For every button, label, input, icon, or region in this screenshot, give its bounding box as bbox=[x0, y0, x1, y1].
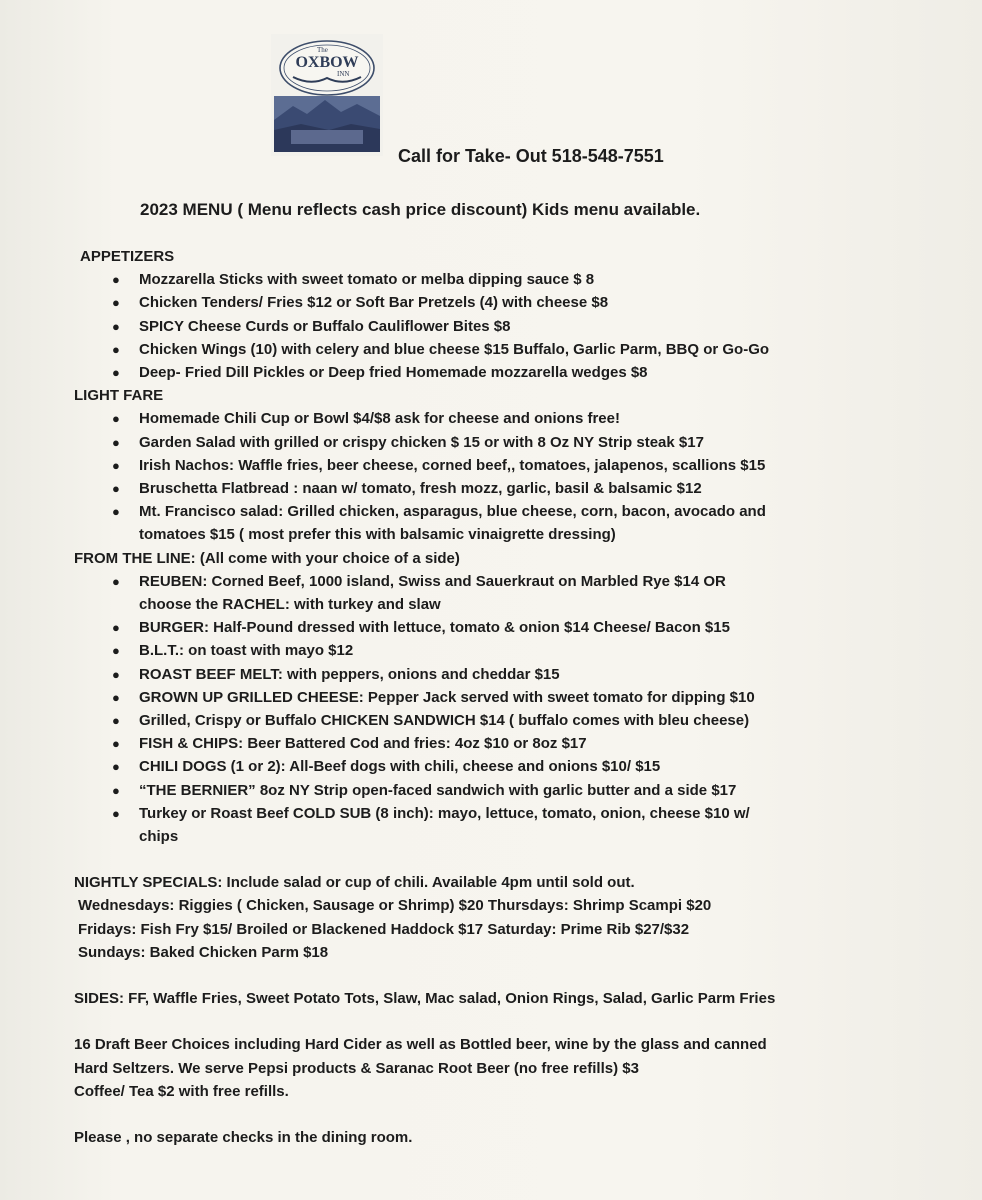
bullet-icon: ● bbox=[112, 759, 120, 775]
list-item: ● GROWN UP GRILLED CHEESE: Pepper Jack served with sweet tomato for dipping $10 bbox=[74, 686, 924, 709]
list-item: ● “THE BERNIER” 8oz NY Strip open-faced sandwich with garlic butter and a side $17 bbox=[74, 779, 924, 802]
bullet-icon: ● bbox=[112, 805, 120, 821]
bullet-icon: ● bbox=[112, 481, 120, 497]
nightly-specials-line: Sundays: Baked Chicken Parm $18 bbox=[78, 943, 329, 961]
list-item: ● Chicken Wings (10) with celery and blue cheese $15 Buffalo, Garlic Parm, BBQ or Go-Go bbox=[74, 338, 924, 361]
list-item: ● ROAST BEEF MELT: with peppers, onions and cheddar $15 bbox=[74, 663, 924, 686]
bullet-icon: ● bbox=[112, 620, 120, 636]
drinks-line: 16 Draft Beer Choices including Hard Cider as well as Bottled beer, wine by the glass and canned bbox=[74, 1036, 767, 1054]
list-item: ● BURGER: Half-Pound dressed with lettuce, tomato & onion $14 Cheese/ Bacon $15 bbox=[74, 616, 924, 639]
bullet-icon: ● bbox=[112, 272, 120, 288]
nightly-specials-heading: NIGHTLY SPECIALS: Include salad or cup of chili. Available 4pm until sold out. bbox=[74, 874, 635, 892]
bullet-icon: ● bbox=[112, 434, 120, 450]
logo-the-text: The bbox=[317, 46, 328, 54]
bullet-icon: ● bbox=[112, 457, 120, 473]
list-item: ● Mozzarella Sticks with sweet tomato or melba dipping sauce $ 8 bbox=[74, 268, 924, 291]
bullet-icon: ● bbox=[112, 504, 120, 520]
list-item: ● Grilled, Crispy or Buffalo CHICKEN SANDWICH $14 ( buffalo comes with bleu cheese) bbox=[74, 709, 924, 732]
light-fare-heading: LIGHT FARE bbox=[74, 387, 164, 405]
list-item: ● SPICY Cheese Curds or Buffalo Cauliflower Bites $8 bbox=[74, 315, 924, 338]
bullet-icon: ● bbox=[112, 573, 120, 589]
bullet-icon: ● bbox=[112, 666, 120, 682]
bullet-icon: ● bbox=[112, 689, 120, 705]
bullet-icon: ● bbox=[112, 411, 120, 427]
takeout-phone: Call for Take- Out 518-548-7551 bbox=[398, 146, 664, 166]
nightly-specials-line: Wednesdays: Riggies ( Chicken, Sausage or Shrimp) $20 Thursdays: Shrimp Scampi $20 bbox=[78, 897, 712, 915]
bullet-icon: ● bbox=[112, 341, 120, 357]
appetizers-heading: APPETIZERS bbox=[80, 248, 175, 265]
list-item: ● B.L.T.: on toast with mayo $12 bbox=[74, 639, 924, 662]
bullet-icon: ● bbox=[112, 782, 120, 798]
list-item: ● REUBEN: Corned Beef, 1000 island, Swiss and Sauerkraut on Marbled Rye $14 OR choose the RACHEL: with turkey and slaw bbox=[74, 570, 924, 616]
list-item: ● Irish Nachos: Waffle fries, beer cheese, corned beef,, tomatoes, jalapenos, scallions $15 bbox=[74, 454, 924, 477]
appetizers-list bbox=[74, 268, 924, 384]
list-item: ● Deep- Fried Dill Pickles or Deep fried Homemade mozzarella wedges $8 bbox=[74, 361, 924, 384]
list-item: ● CHILI DOGS (1 or 2): All-Beef dogs with chili, cheese and onions $10/ $15 bbox=[74, 755, 924, 778]
from-the-line-list bbox=[74, 570, 924, 848]
menu-title: 2023 MENU ( Menu reflects cash price discount) Kids menu available. bbox=[140, 200, 701, 219]
bullet-icon: ● bbox=[112, 365, 120, 381]
separate-checks-note: Please , no separate checks in the dining room. bbox=[74, 1128, 413, 1146]
bullet-icon: ● bbox=[112, 643, 120, 659]
nightly-specials-line: Fridays: Fish Fry $15/ Broiled or Blackened Haddock $17 Saturday: Prime Rib $27/$32 bbox=[78, 920, 690, 938]
bullet-icon: ● bbox=[112, 736, 120, 752]
from-the-line-heading: FROM THE LINE: (All come with your choice of a side) bbox=[74, 549, 460, 567]
oxbow-inn-logo bbox=[271, 34, 383, 156]
list-item: ● Turkey or Roast Beef COLD SUB (8 inch): mayo, lettuce, tomato, onion, cheese $10 w/ chips bbox=[74, 802, 924, 848]
sides-line: SIDES: FF, Waffle Fries, Sweet Potato Tots, Slaw, Mac salad, Onion Rings, Salad, Garlic Parm Fries bbox=[74, 990, 776, 1008]
menu-content bbox=[74, 245, 924, 1149]
list-item: ● Homemade Chili Cup or Bowl $4/$8 ask for cheese and onions free! bbox=[74, 407, 924, 430]
list-item: ● Chicken Tenders/ Fries $12 or Soft Bar Pretzels (4) with cheese $8 bbox=[74, 291, 924, 314]
logo-inn-text: INN bbox=[337, 70, 350, 78]
bullet-icon: ● bbox=[112, 713, 120, 729]
drinks-line: Hard Seltzers. We serve Pepsi products & Saranac Root Beer (no free refills) $3 bbox=[74, 1059, 639, 1077]
list-item: ● Mt. Francisco salad: Grilled chicken, asparagus, blue cheese, corn, bacon, avocado and tomatoes $15 ( most prefer this with balsamic vinaigrette dressing) bbox=[74, 500, 924, 546]
list-item: ● FISH & CHIPS: Beer Battered Cod and fries: 4oz $10 or 8oz $17 bbox=[74, 732, 924, 755]
bullet-icon: ● bbox=[112, 295, 120, 311]
list-item: ● Bruschetta Flatbread : naan w/ tomato, fresh mozz, garlic, basil & balsamic $12 bbox=[74, 477, 924, 500]
bullet-icon: ● bbox=[112, 318, 120, 334]
list-item: ● Garden Salad with grilled or crispy chicken $ 15 or with 8 Oz NY Strip steak $17 bbox=[74, 431, 924, 454]
drinks-line: Coffee/ Tea $2 with free refills. bbox=[74, 1082, 289, 1100]
light-fare-list bbox=[74, 407, 924, 546]
logo-name-text: OXBOW bbox=[295, 54, 359, 71]
